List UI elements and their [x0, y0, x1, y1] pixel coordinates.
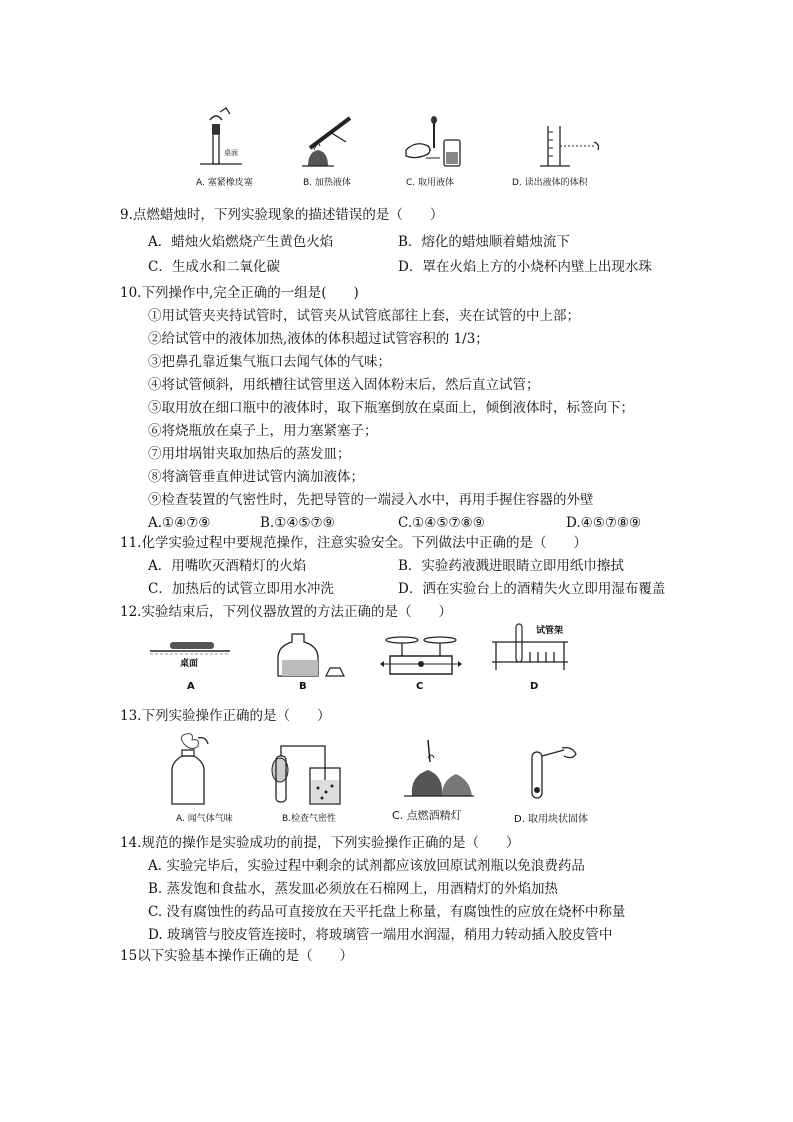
- option-c: C.①④⑤⑦⑧⑨: [398, 515, 485, 531]
- figure-caption-c: C. 取用液体: [406, 178, 455, 188]
- figure-label-d: D: [530, 681, 539, 692]
- option-d: D．罩在火焰上方的小烧杯内壁上出现水珠: [398, 259, 652, 275]
- option-a: A.①④⑦⑨: [148, 515, 211, 531]
- figure-label-a: A: [187, 681, 195, 692]
- option-a: A．蜡烛火焰燃烧产生黄色火焰: [148, 234, 334, 250]
- figure-caption-b: B. 加热液体: [303, 178, 351, 188]
- figure-label-b: B: [299, 681, 307, 692]
- statement-3: ③把鼻孔靠近集气瓶口去闻气体的气味；: [148, 354, 391, 370]
- question-stem: 13.下列实验操作正确的是（ ）: [120, 708, 331, 724]
- question-stem: 15以下实验基本操作正确的是（ ）: [120, 948, 354, 964]
- option-a: A. 实验完毕后，实验过程中剩余的试剂都应该放回原试剂瓶以免浪费药品: [148, 858, 585, 874]
- figure-take-liquid: [404, 116, 464, 170]
- figure-read-volume: [540, 124, 604, 168]
- figure-smell-gas: [168, 734, 218, 806]
- figure-heat-liquid: [300, 112, 360, 168]
- question-stem: 12.实验结束后，下列仪器放置的方法正确的是（ ）: [120, 604, 452, 620]
- question-stem: 14.规范的操作是实验成功的前提，下列实验操作正确的是（ ）: [120, 835, 520, 851]
- table-label: 桌面: [180, 659, 199, 669]
- figure-insert-stopper: [196, 106, 246, 168]
- figure-caption-d: D. 取用块状固体: [514, 814, 589, 825]
- figure-table-label: 桌面: [224, 149, 238, 157]
- figure-caption-b: B.检查气密性: [282, 814, 337, 824]
- option-d: D．洒在实验台上的酒精失火立即用湿布覆盖: [398, 581, 666, 597]
- statement-8: ⑧将滴管垂直伸进试管内滴加液体；: [148, 469, 364, 485]
- option-b: B．实验药液溅进眼睛立即用纸巾擦拭: [398, 558, 624, 574]
- statement-7: ⑦用坩埚钳夹取加热后的蒸发皿；: [148, 446, 351, 462]
- option-d: D.④⑤⑦⑧⑨: [566, 515, 642, 531]
- option-c: C. 没有腐蚀性的药品可直接放在天平托盘上称量，有腐蚀性的应放在烧杯中称量: [148, 904, 626, 920]
- figure-caption-a: A. 塞紧橡皮塞: [196, 178, 253, 188]
- figure-caption-d: D. 读出液体的体积: [512, 178, 588, 188]
- statement-6: ⑥将烧瓶放在桌子上，用力塞紧塞子；: [148, 423, 378, 439]
- rack-label: 试管架: [536, 626, 564, 636]
- statement-5: ⑤取用放在细口瓶中的液体时，取下瓶塞倒放在桌面上，倾倒液体时，标签向下；: [148, 400, 634, 416]
- question-stem: 9.点燃蜡烛时，下列实验现象的描述错误的是（ ）: [120, 207, 444, 223]
- figure-bottle-stopper: [278, 632, 348, 678]
- option-b: B.①④⑤⑦⑨: [260, 515, 335, 531]
- statement-9: ⑨检查装置的气密性时，先把导管的一端浸入水中，再用手握住容器的外壁: [148, 492, 594, 508]
- figure-label-c: C: [416, 681, 424, 692]
- statement-1: ①用试管夹夹持试管时，试管夹从试管底部往上套，夹在试管的中上部；: [148, 308, 580, 324]
- statement-2: ②给试管中的液体加热,液体的体积超过试管容积的 1/3；: [148, 331, 489, 347]
- figure-airtight-check: [268, 740, 352, 808]
- figure-light-lamp: [402, 740, 476, 798]
- statement-4: ④将试管倾斜，用纸槽往试管里送入固体粉末后，然后直立试管；: [148, 377, 540, 393]
- question-stem: 11.化学实验过程中要规范操作，注意实验安全。下列做法中正确的是（ ）: [120, 535, 587, 551]
- option-b: B. 蒸发饱和食盐水，蒸发皿必须放在石棉网上，用酒精灯的外焰加热: [148, 881, 559, 897]
- option-c: C．加热后的试管立即用水冲洗: [148, 581, 334, 597]
- figure-caption-c: C. 点燃酒精灯: [392, 809, 462, 822]
- option-d: D. 玻璃管与胶皮管连接时，将玻璃管一端用水润湿，稍用力转动插入胶皮管中: [148, 927, 613, 943]
- option-c: C．生成水和二氧化碳: [148, 259, 280, 275]
- question-stem: 10.下列操作中,完全正确的一组是( ): [120, 285, 359, 301]
- figure-take-solid: [518, 744, 588, 804]
- figure-balance: [380, 634, 462, 680]
- option-b: B．熔化的蜡烛顺着蜡烛流下: [398, 234, 570, 250]
- option-a: A．用嘴吹灭酒精灯的火焰: [148, 558, 307, 574]
- figure-caption-a: A. 闻气体气味: [176, 814, 233, 824]
